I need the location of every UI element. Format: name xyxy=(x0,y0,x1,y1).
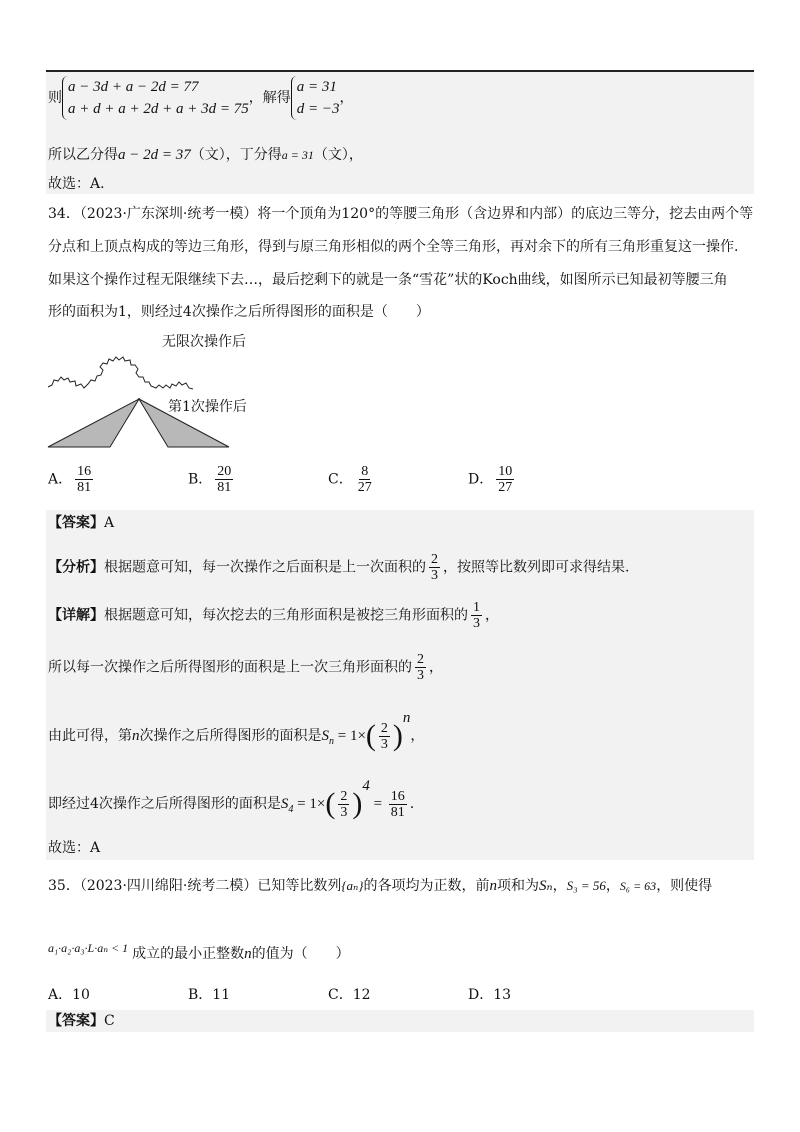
q35-line-1: 35．（2023·四川绵阳·统考二模）已知等比数列{aₙ}的各项均为正数，前n项和为Sₙ，S₃ = 56，S₆ = 63，则使得 xyxy=(48,878,713,894)
prev-answer: 故选：A. xyxy=(48,176,105,192)
q35-choice-d[interactable]: D．13 xyxy=(468,987,512,1003)
q34-line-3: 如果这个操作过程无限继续下去…，最后挖剩下的就是一条“雪花”状的Koch曲线，如图所示已知最初等腰三角 xyxy=(48,272,728,288)
system-left: a − 3d + a − 2d = 77 a + d + a + 2d + a + 3d = 75 xyxy=(62,76,249,120)
q34-analysis: 【分析】根据题意可知，每一次操作之后面积是上一次面积的 $\frac{2}{3}$ ，按照等比数列即可求得结果. xyxy=(48,552,630,583)
q34-choice-a[interactable]: A． $\frac{16}{81}$ xyxy=(48,464,92,495)
q35-choice-a[interactable]: A．10 xyxy=(48,987,90,1003)
q34-choice-d[interactable]: D． $\frac{10}{27}$ xyxy=(468,464,513,495)
q35-line-2: a₁·a₂·a₃·L·aₙ < 1 成立的最小正整数n的值为（ ） xyxy=(48,941,350,962)
q35-answer: 【答案】C xyxy=(48,1013,115,1029)
label-infinite: 无限次操作后 xyxy=(162,334,246,350)
q34-step-3: 由此可得，第n次操作之后所得图形的面积是$S_n = 1\times$( $\frac{2}{3}$ )$^n$， xyxy=(48,710,425,752)
q34-line-2: 分点和上顶点构成的等边三角形，得到与原三角形相似的两个全等三角形，再对余下的所有三角形重复这一操作. xyxy=(48,239,739,255)
prev-system-line: 则 a − 3d + a − 2d = 77 a + d + a + 2d + a + 3d = 75 ，解得 a = 31 d = −3 ， xyxy=(48,76,353,120)
left-triangle xyxy=(48,399,139,447)
label-first: 第1次操作后 xyxy=(168,399,247,415)
q34-answer: 【答案】A xyxy=(48,515,115,531)
q35-choice-b[interactable]: B．11 xyxy=(188,987,231,1003)
koch-figure xyxy=(46,325,266,460)
prev-so-line: 所以乙分得a − 2d = 37（文），丁分得a = 31（文）， xyxy=(48,147,363,163)
q34-line-1: 34．（2023·广东深圳·统考一模）将一个顶角为120°的等腰三角形（含边界和内部）的底边三等分，挖去由两个等 xyxy=(48,206,754,222)
koch-curve xyxy=(48,357,193,389)
q34-detail: 【详解】根据题意可知，每次挖去的三角形面积是被挖三角形面积的 $\frac{1}{3}$ ， xyxy=(48,600,499,631)
jie-de-text: ，解得 xyxy=(248,90,291,106)
q34-step-4: 即经过4次操作之后所得图形的面积是$S_4 = 1\times$( $\frac{2}{3}$ )$^4$ = $\frac{16}{81}$ . xyxy=(48,778,415,820)
expr-yi: a − 2d = 37 xyxy=(118,147,191,163)
system-right: a = 31 d = −3 xyxy=(291,76,340,120)
q34-final: 故选：A xyxy=(48,840,101,856)
q34-choice-b[interactable]: B． $\frac{20}{81}$ xyxy=(188,464,232,495)
q34-line-4: 形的面积为1，则经过4次操作之后所得图形的面积是（ ） xyxy=(48,304,430,320)
ze-text: 则 xyxy=(48,90,62,106)
q35-choice-c[interactable]: C．12 xyxy=(328,987,371,1003)
q34-choice-c[interactable]: C． $\frac{8}{27}$ xyxy=(328,464,372,495)
expr-ding: a = 31 xyxy=(281,148,314,162)
q34-step-2: 所以每一次操作之后所得图形的面积是上一次三角形面积的 $\frac{2}{3}$ ， xyxy=(48,652,443,683)
q35-answer-background xyxy=(46,1010,754,1032)
